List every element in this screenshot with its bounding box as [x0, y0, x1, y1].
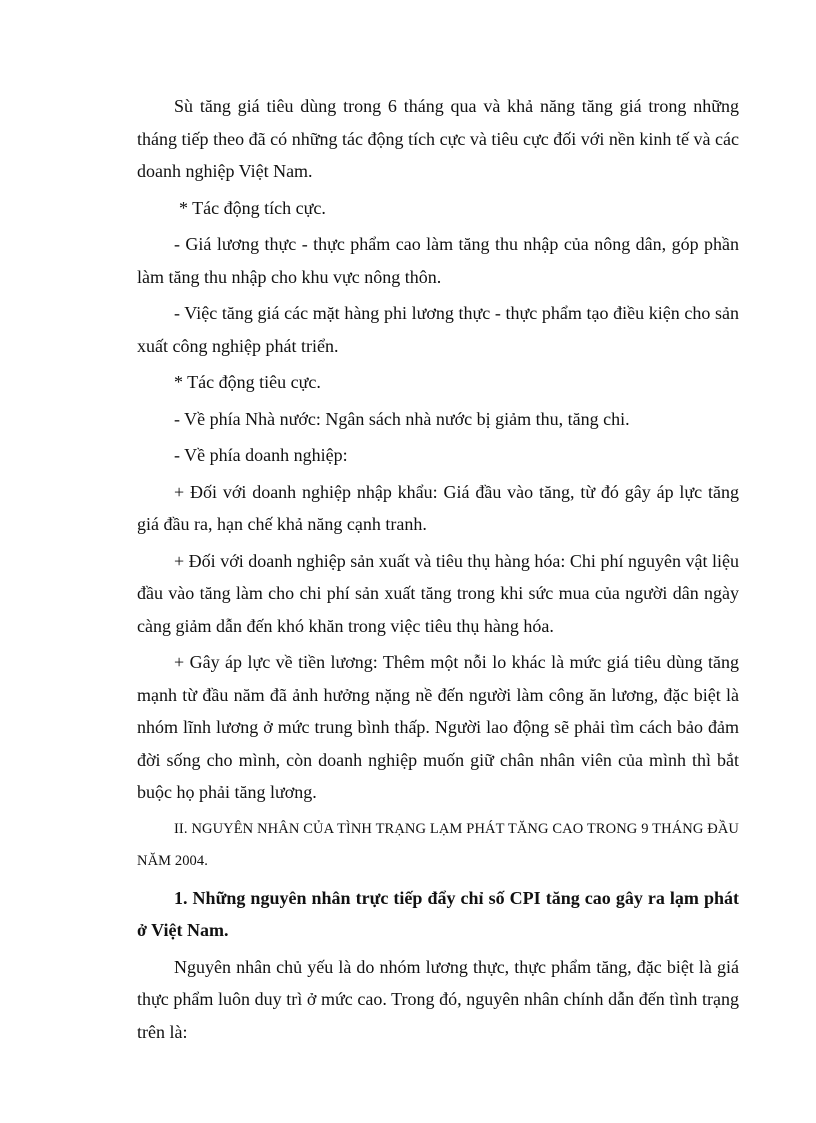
wage-pressure-item: + Gây áp lực về tiền lương: Thêm một nỗi lo khác là mức giá tiêu dùng tăng mạnh từ đầu năm đã ảnh hưởng nặng nề đến người làm công ăn lương, đặc biệt là nhóm lĩnh lương ở mức trung bình thấp. Người lao động sẽ phải tìm cách bảo đảm đời sống cho mình, còn doanh nghiệp muốn giữ chân nhân viên của mình thì bắt buộc họ phải tăng lương. — [137, 652, 739, 802]
negative-impact-enterprise: - Về phía doanh nghiệp: — [174, 445, 348, 465]
enterprise-production-item: + Đối với doanh nghiệp sản xuất và tiêu thụ hàng hóa: Chi phí nguyên vật liệu đầu vào tăng làm cho chi phí sản xuất tăng trong khi sức mua của người dân ngày càng giảm dẫn đến khó khăn trong việc tiêu thụ hàng hóa. — [137, 550, 739, 636]
section-heading-causes: II. NGUYÊN NHÂN CỦA TÌNH TRẠNG LẠM PHÁT TĂNG CAO TRONG 9 THÁNG ĐẦU NĂM 2004. — [137, 820, 739, 869]
main-cause-paragraph: Nguyên nhân chủ yếu là do nhóm lương thực, thực phẩm tăng, đặc biệt là giá thực phẩm luôn duy trì ở mức cao. Trong đó, nguyên nhân chính dẫn đến tình trạng trên là: — [137, 956, 739, 1042]
negative-impact-heading: * Tác động tiêu cực. — [174, 372, 321, 392]
negative-impact-state: - Về phía Nhà nước: Ngân sách nhà nước bị giảm thu, tăng chi. — [174, 408, 630, 429]
document-body — [137, 90, 739, 1052]
positive-impact-heading: * Tác động tích cực. — [179, 197, 326, 218]
positive-impact-item-2: - Việc tăng giá các mặt hàng phi lương thực - thực phẩm tạo điều kiện cho sản xuất công nghiệp phát triển. — [137, 303, 739, 356]
enterprise-import-item: + Đối với doanh nghiệp nhập khẩu: Giá đầu vào tăng, từ đó gây áp lực tăng giá đầu ra, hạn chế khả năng cạnh tranh. — [137, 481, 739, 534]
intro-paragraph: Sù tăng giá tiêu dùng trong 6 tháng qua và khả năng tăng giá trong những tháng tiếp theo đã có những tác động tích cực và tiêu cực đối với nền kinh tế và các doanh nghiệp Việt Nam. — [137, 96, 739, 181]
positive-impact-item-1: - Giá lương thực - thực phẩm cao làm tăng thu nhập của nông dân, góp phần làm tăng thu nhập cho khu vực nông thôn. — [137, 234, 739, 287]
subsection-heading-direct-causes: 1. Những nguyên nhân trực tiếp đẩy chỉ số CPI tăng cao gây ra lạm phát ở Việt Nam. — [137, 887, 739, 940]
